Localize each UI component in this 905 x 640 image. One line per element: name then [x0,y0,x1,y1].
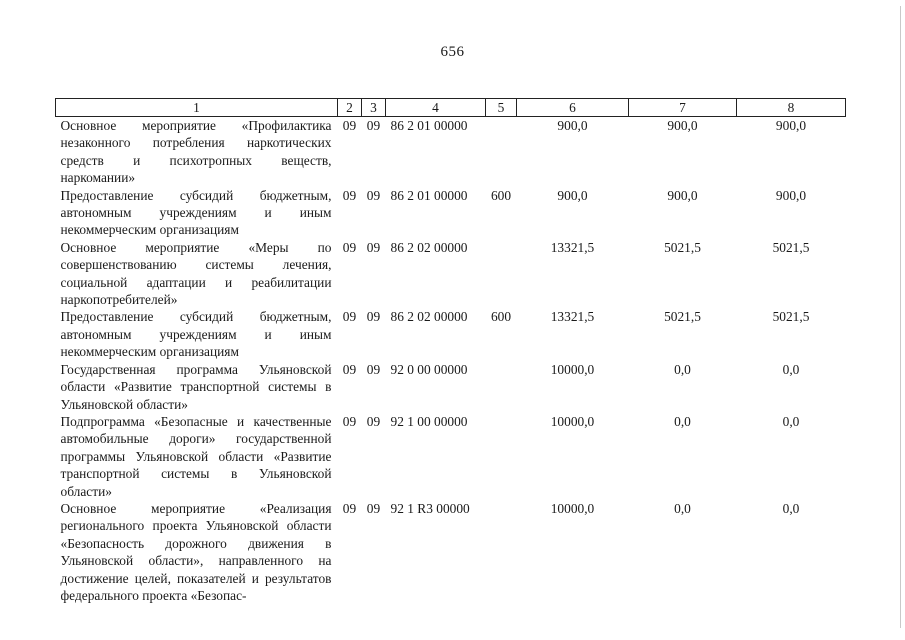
row-section: 09 [342,187,357,203]
row-value-col6: 10000,0 [550,361,595,377]
table-row [56,187,846,239]
row-value-col6: 900,0 [557,187,588,203]
row-value-col8: 0,0 [782,413,800,429]
table-row [56,413,846,500]
row-name: Основное мероприятие «Реализация регионального проекта Ульяновской области «Безопасность дорожного движения в Ульяновской области», направленного на достижение целей, показателей и результатов федерального проекта «Безопас- [60,500,332,603]
row-target-article: 86 2 02 00000 [390,239,468,255]
row-name: Основное мероприятие «Меры по совершенствованию системы лечения, социальной адаптации и реабилитации наркопотребителей» [60,239,332,308]
table-row [56,361,846,413]
row-value-col7: 5021,5 [664,309,701,325]
row-name: Предоставление субсидий бюджетным, автономным учреждениям и иным некоммерческим организациям [60,309,332,360]
row-subsection: 09 [366,187,381,203]
row-subsection: 09 [366,118,381,133]
row-value-col8: 5021,5 [772,309,810,325]
row-expense-type [486,117,517,187]
column-header-8: 8 [737,99,846,117]
scan-edge [900,6,901,628]
budget-table [55,98,846,604]
row-value-col6: 13321,5 [550,239,595,255]
row-expense-type [486,361,517,413]
row-value-col8: 900,0 [775,187,807,203]
row-section: 09 [342,118,357,133]
row-expense-type [486,413,517,500]
page-number: 656 [440,44,465,60]
row-subsection: 09 [366,309,381,325]
row-section: 09 [342,413,357,429]
row-value-col6: 13321,5 [550,309,595,325]
column-header-3: 3 [362,99,386,117]
column-header-2: 2 [338,99,362,117]
row-expense-type: 600 [490,309,512,325]
row-target-article: 86 2 01 00000 [390,187,468,203]
row-value-col7: 5021,5 [664,239,701,255]
row-expense-type: 600 [490,187,512,203]
row-name: Основное мероприятие «Профилактика незаконного потребления наркотических средств и психотропных веществ, наркомании» [60,118,332,186]
row-value-col7: 0,0 [674,500,691,516]
table-row [56,239,846,309]
row-subsection: 09 [366,413,381,429]
row-target-article: 92 0 00 00000 [390,361,468,377]
column-header-7: 7 [629,99,737,117]
row-target-article: 86 2 01 00000 [390,118,468,133]
column-header-4: 4 [386,99,486,117]
row-value-col7: 0,0 [674,413,691,429]
row-target-article: 92 1 00 00000 [390,413,468,429]
column-header-5: 5 [486,99,517,117]
column-header-6: 6 [517,99,629,117]
row-value-col6: 900,0 [557,118,588,133]
row-subsection: 09 [366,361,381,377]
row-value-col7: 900,0 [667,118,698,133]
row-section: 09 [342,239,357,255]
row-name: Государственная программа Ульяновской области «Развитие транспортной системы в Ульяновской области» [60,361,332,412]
row-name: Подпрограмма «Безопасные и качественные автомобильные дороги» государственной программы Ульяновской области «Развитие транспортной системы в Ульяновской области» [60,413,332,499]
row-target-article: 86 2 02 00000 [390,309,468,325]
row-value-col8: 900,0 [775,118,807,133]
row-section: 09 [342,500,357,516]
row-value-col8: 0,0 [782,500,800,516]
row-subsection: 09 [366,239,381,255]
row-target-article: 92 1 R3 00000 [390,500,470,516]
row-name: Предоставление субсидий бюджетным, автономным учреждениям и иным некоммерческим организациям [60,187,332,238]
row-value-col7: 0,0 [674,361,691,377]
row-section: 09 [342,361,357,377]
column-header-1: 1 [56,99,338,117]
row-subsection: 09 [366,500,381,516]
table-row [56,308,846,360]
header-row [56,99,846,117]
row-value-col7: 900,0 [667,187,698,203]
row-value-col8: 5021,5 [772,239,810,255]
table-row [56,500,846,604]
table-row [56,117,846,187]
row-expense-type [486,500,517,604]
row-value-col8: 0,0 [782,361,800,377]
row-expense-type [486,239,517,309]
row-value-col6: 10000,0 [550,413,595,429]
row-section: 09 [342,309,357,325]
row-value-col6: 10000,0 [550,500,595,516]
